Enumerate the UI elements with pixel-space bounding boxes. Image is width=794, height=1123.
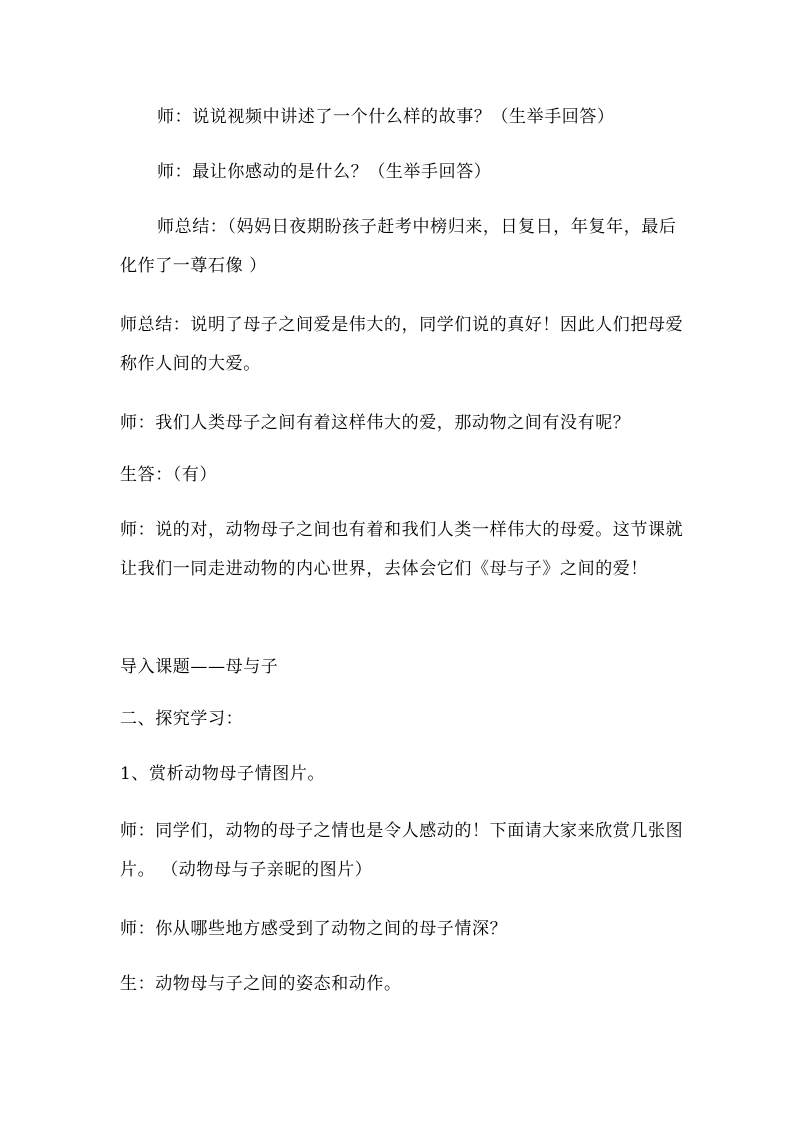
paragraph-7: 师：说的对，动物母子之间也有着和我们人类一样伟大的母爱。这节课就让我们一同走进动物的内心世界，去体会它们《母与子》之间的爱！ [120, 520, 684, 579]
paragraph-13: 生：动物母与子之间的姿态和动作。 [120, 974, 402, 994]
paragraph-11: 师：同学们，动物的母子之情也是令人感动的！下面请大家来欣赏几张图片。 （动物母与子亲昵的图片） [120, 821, 684, 880]
paragraph-10: 1、赏析动物母子情图片。 [120, 764, 326, 784]
paragraph-12: 师：你从哪些地方感受到了动物之间的母子情深？ [120, 919, 508, 939]
paragraph-1: 师：说说视频中讲述了一个什么样的故事？（生举手回答） [157, 107, 615, 127]
paragraph-4: 师总结：说明了母子之间爱是伟大的，同学们说的真好！因此人们把母爱称作人间的大爱。 [120, 315, 684, 374]
paragraph-9: 二、探究学习： [120, 709, 244, 729]
paragraph-2: 师：最让你感动的是什么？（生举手回答） [157, 162, 492, 182]
paragraph-8: 导入课题——母与子 [120, 657, 279, 677]
paragraph-5: 师：我们人类母子之间有着这样伟大的爱，那动物之间有没有呢？ [120, 413, 631, 433]
paragraph-6: 生答：（有） [120, 465, 218, 485]
paragraph-3: 师总结：（妈妈日夜期盼孩子赶考中榜归来，日复日，年复年，最后化作了一尊石像 ） [120, 217, 677, 276]
